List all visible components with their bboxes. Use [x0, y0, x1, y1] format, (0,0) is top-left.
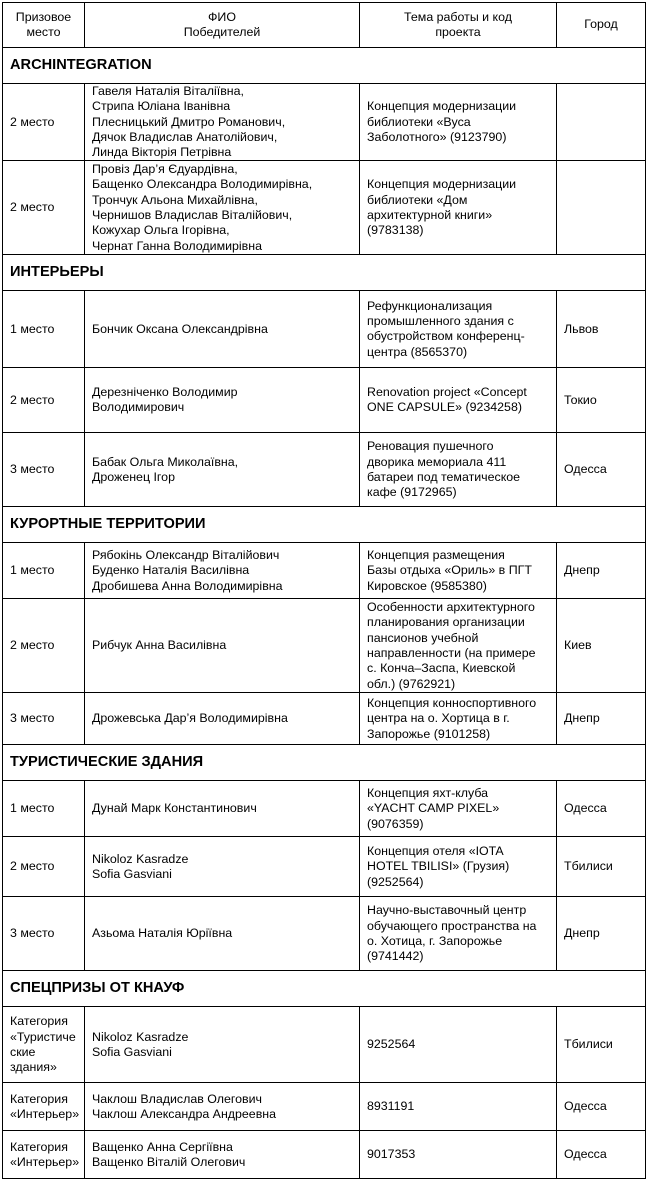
city-cell [557, 84, 646, 161]
topic-line: Концепция отеля «IOTA [367, 844, 504, 859]
header-place [3, 3, 85, 48]
name-line: Гавеля Наталія Віталіївна, [92, 84, 244, 98]
topic-line: о. Хотица, г. Запорожье [367, 933, 503, 948]
header-topic [360, 3, 557, 48]
name-line: Дробишева Анна Володимирівна [92, 578, 283, 593]
topic-cell [360, 897, 557, 971]
topic-line: Особенности архитектурного [367, 600, 535, 615]
topic-line: кафе (9172965) [367, 485, 457, 500]
place-line: Категория [10, 1139, 68, 1154]
topic-line: Концепция размещения [367, 548, 505, 563]
topic-line: обл.) (9762921) [367, 676, 456, 691]
names-cell [85, 161, 360, 255]
city-cell: Днепр [557, 543, 646, 599]
section-title: ИНТЕРЬЕРЫ [3, 255, 646, 291]
topic-line: «YACHT CAMP PIXEL» [367, 801, 500, 816]
topic-line: батареи под тематическое [367, 469, 521, 484]
names-cell [85, 368, 360, 433]
name-line: Рябокінь Олександр Віталійович [92, 548, 280, 563]
topic-line: центра на о. Хортица в г. [367, 711, 510, 726]
place-cell [3, 1083, 85, 1131]
topic-line: библиотеки «Дом [367, 192, 468, 207]
section-row [3, 507, 646, 543]
topic-line: библиотеки «Вуса [367, 114, 471, 129]
place-line: 2 место [10, 392, 55, 407]
topic-line: Концепция модернизации [367, 177, 517, 192]
table-row [3, 433, 646, 507]
name-line: Sofia Gasviani [92, 1044, 172, 1059]
place-line: «Интерьер» [10, 1106, 80, 1121]
header-row [3, 3, 646, 48]
topic-cell [360, 1131, 557, 1179]
header-names-line: Победителей [183, 25, 261, 39]
topic-line: Концепция яхт-клуба [367, 786, 489, 801]
topic-cell [360, 368, 557, 433]
city-cell: Днепр [557, 897, 646, 971]
header-names-line: ФИО [208, 9, 236, 24]
name-line: Чернат Ганна Володимирівна [92, 238, 262, 253]
topic-cell [360, 693, 557, 745]
names-cell [85, 543, 360, 599]
topic-line: Запорожье (9101258) [367, 726, 491, 741]
topic-line: (9252564) [367, 874, 424, 889]
table-row [3, 837, 646, 897]
name-line: Линда Вікторія Петрівна [92, 145, 232, 160]
place-line: ские [10, 1044, 36, 1059]
topic-line: ONE CAPSULE» (9234258) [367, 400, 522, 415]
names-cell [85, 693, 360, 745]
name-line: Дячок Владислав Анатолійович, [92, 129, 278, 144]
header-names [85, 3, 360, 48]
topic-line: 9252564 [367, 1037, 416, 1052]
table-row [3, 84, 646, 161]
name-line: Буденко Наталія Василівна [92, 563, 250, 578]
header-place-line: место [26, 25, 61, 39]
topic-line: обучающего пространства на [367, 918, 537, 933]
place-line: 2 место [10, 200, 55, 215]
topic-cell [360, 161, 557, 255]
header-topic-line: Тема работы и код [404, 9, 512, 24]
header-place-line: Призовое [15, 9, 72, 24]
topic-cell [360, 781, 557, 837]
topic-cell [360, 599, 557, 693]
topic-line: архитектурной книги» [367, 207, 493, 222]
place-cell [3, 433, 85, 507]
table-row [3, 368, 646, 433]
topic-line: Реновация пушечного [367, 439, 494, 454]
topic-line: с. Конча–Заспа, Киевской [367, 661, 516, 676]
city-cell: Тбилиси [557, 1007, 646, 1083]
topic-cell [360, 837, 557, 897]
name-line: Бончик Оксана Олександрівна [92, 321, 268, 336]
name-line: Дерезніченко Володимир [92, 385, 238, 400]
topic-line: 8931191 [367, 1099, 415, 1114]
city-cell: Днепр [557, 693, 646, 745]
place-line: 3 место [10, 926, 55, 941]
place-cell [3, 543, 85, 599]
topic-cell [360, 1083, 557, 1131]
section-row [3, 971, 646, 1007]
place-cell [3, 161, 85, 255]
topic-line: планирования организации [367, 615, 525, 630]
name-line: Стрипа Юліана Іванівна [92, 99, 231, 114]
header-city [557, 3, 646, 48]
place-line: 1 место [10, 321, 55, 336]
name-line: Sofia Gasviani [92, 866, 172, 881]
topic-line: Базы отдыха «Ориль» в ПГТ [367, 563, 532, 578]
topic-cell [360, 291, 557, 368]
name-line: Трончук Альона Михайлівна, [92, 192, 258, 207]
topic-line: (9783138) [367, 223, 424, 238]
section-title: СПЕЦПРИЗЫ ОТ КНАУФ [3, 971, 646, 1007]
topic-line: обустройством конференц- [367, 329, 525, 344]
name-line: Дрожевська Дар’я Володимирівна [92, 711, 288, 726]
name-line: Провіз Дар’я Єдуардівна, [92, 162, 238, 177]
table-row [3, 897, 646, 971]
topic-line: (9076359) [367, 816, 424, 831]
place-cell [3, 1131, 85, 1179]
section-row [3, 255, 646, 291]
city-cell: Киев [557, 599, 646, 693]
name-line: Бабак Ольга Миколаївна, [92, 454, 239, 469]
city-cell [557, 161, 646, 255]
city-cell: Одесса [557, 781, 646, 837]
place-cell [3, 1007, 85, 1083]
names-cell [85, 781, 360, 837]
name-line: Дроженец Ігор [92, 469, 175, 484]
city-cell: Львов [557, 291, 646, 368]
table-row [3, 1083, 646, 1131]
section-title: ТУРИСТИЧЕСКИЕ ЗДАНИЯ [3, 745, 646, 781]
place-cell [3, 291, 85, 368]
name-line: Рибчук Анна Василівна [92, 638, 227, 653]
table-row [3, 599, 646, 693]
names-cell [85, 837, 360, 897]
topic-line: пансионов учебной [367, 630, 479, 645]
section-title: ARCHINTEGRATION [3, 48, 646, 84]
place-line: Категория [10, 1091, 68, 1106]
table-row [3, 1007, 646, 1083]
topic-line: Научно-выставочный центр [367, 903, 527, 918]
name-line: Плесницький Дмитро Романович, [92, 114, 286, 129]
topic-line: Рефункционализация [367, 298, 493, 313]
header-city-line: Город [584, 17, 618, 32]
topic-line: направленности (на примере [367, 645, 536, 660]
section-row [3, 48, 646, 84]
place-line: 2 место [10, 638, 55, 653]
names-cell [85, 897, 360, 971]
topic-line: дворика мемориала 411 [367, 454, 507, 469]
place-line: «Туристиче [10, 1029, 76, 1044]
topic-cell [360, 433, 557, 507]
place-cell [3, 84, 85, 161]
name-line: Азьома Наталія Юріївна [92, 926, 233, 941]
place-line: 1 место [10, 563, 55, 578]
city-cell: Тбилиси [557, 837, 646, 897]
place-line: 2 место [10, 114, 55, 129]
name-line: Чернишов Владислав Віталійович, [92, 207, 293, 222]
names-cell [85, 1083, 360, 1131]
city-cell: Одесса [557, 433, 646, 507]
place-line: 3 место [10, 462, 55, 477]
topic-line: (9741442) [367, 949, 424, 964]
table-row [3, 161, 646, 255]
names-cell [85, 291, 360, 368]
place-line: 1 место [10, 801, 55, 816]
table-row [3, 693, 646, 745]
city-cell: Одесса [557, 1083, 646, 1131]
place-cell [3, 781, 85, 837]
results-table [2, 2, 646, 1179]
name-line: Кожухар Ольга Ігорівна, [92, 223, 230, 238]
name-line: Nikoloz Kasradze [92, 851, 189, 866]
section-row [3, 745, 646, 781]
name-line: Дунай Марк Константинович [92, 801, 257, 816]
table-row [3, 1131, 646, 1179]
name-line: Ващенко Віталій Олегович [92, 1154, 246, 1169]
names-cell [85, 599, 360, 693]
topic-line: Renovation project «Concept [367, 385, 527, 400]
name-line: Чаклош Александра Андреевна [92, 1106, 277, 1121]
table-row [3, 291, 646, 368]
table-row [3, 781, 646, 837]
city-cell: Токио [557, 368, 646, 433]
place-line: здания» [10, 1060, 57, 1075]
topic-cell [360, 543, 557, 599]
place-line: 3 место [10, 711, 55, 726]
place-line: «Интерьер» [10, 1154, 80, 1169]
table-row [3, 543, 646, 599]
topic-cell [360, 84, 557, 161]
section-title: КУРОРТНЫЕ ТЕРРИТОРИИ [3, 507, 646, 543]
city-cell: Одесса [557, 1131, 646, 1179]
name-line: Чаклош Владислав Олегович [92, 1091, 262, 1106]
place-cell [3, 693, 85, 745]
name-line: Бащенко Олександра Володимирівна, [92, 177, 313, 192]
names-cell [85, 1007, 360, 1083]
name-line: Nikoloz Kasradze [92, 1029, 189, 1044]
topic-cell [360, 1007, 557, 1083]
place-cell [3, 599, 85, 693]
place-cell [3, 368, 85, 433]
table-body [3, 3, 646, 1179]
name-line: Ващенко Анна Сергіївна [92, 1139, 233, 1154]
place-cell [3, 837, 85, 897]
topic-line: Концепция модернизации [367, 99, 517, 114]
topic-line: 9017353 [367, 1147, 416, 1162]
place-line: Категория [10, 1014, 68, 1029]
names-cell [85, 433, 360, 507]
topic-line: HOTEL TBILISI» (Грузия) [367, 859, 510, 874]
topic-line: центра (8565370) [367, 344, 468, 359]
topic-line: Заболотного» (9123790) [367, 129, 507, 144]
names-cell [85, 1131, 360, 1179]
topic-line: Кировское (9585380) [367, 578, 487, 593]
topic-line: Концепция конноспортивного [367, 696, 537, 711]
header-topic-line: проекта [435, 25, 481, 39]
names-cell [85, 84, 360, 161]
name-line: Володимирович [92, 400, 185, 415]
place-cell [3, 897, 85, 971]
topic-line: промышленного здания с [367, 314, 514, 329]
place-line: 2 место [10, 859, 55, 874]
